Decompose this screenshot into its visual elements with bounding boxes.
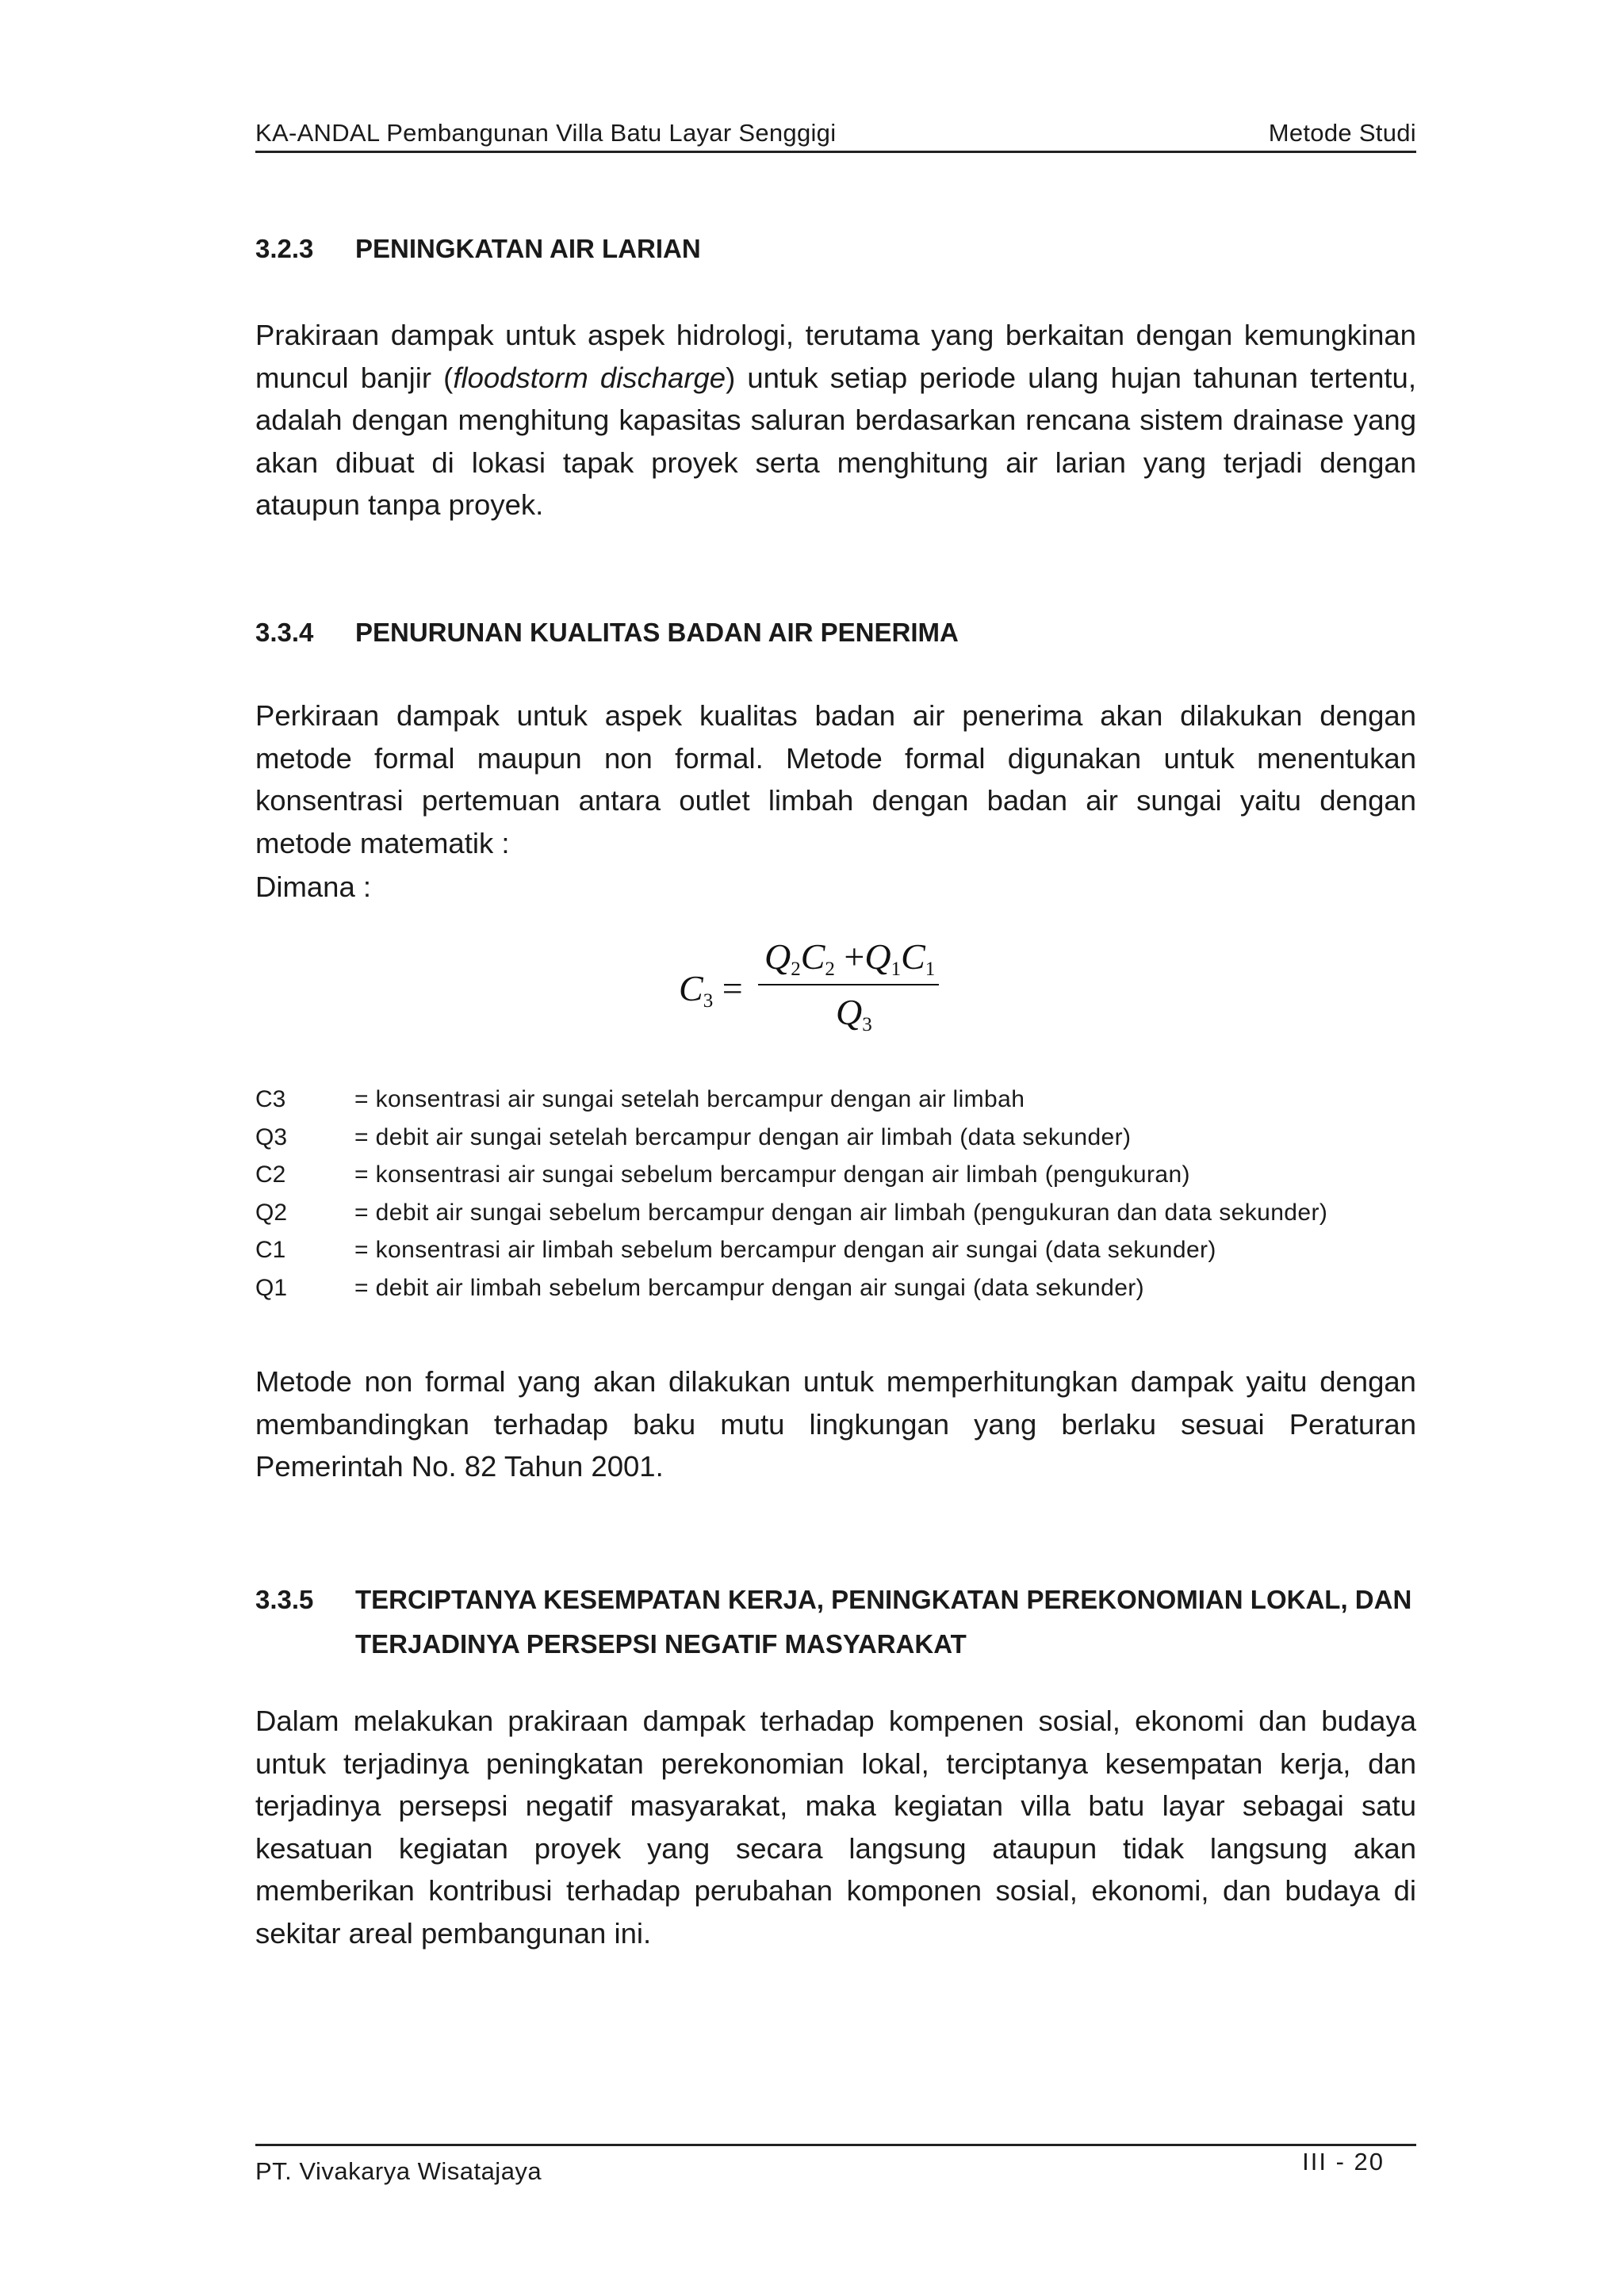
definition-row bbox=[255, 1195, 1416, 1233]
variable-definitions bbox=[255, 1081, 1416, 1307]
header-document-title: KA-ANDAL Pembangunan Villa Batu Layar Senggigi bbox=[255, 119, 837, 147]
section-title: PENINGKATAN AIR LARIAN bbox=[355, 234, 701, 263]
definition-symbol: C1 bbox=[255, 1237, 286, 1263]
definition-text: = konsentrasi air sungai sebelum bercampur dengan air limbah (pengukuran) bbox=[354, 1161, 1190, 1188]
formula-numerator: $Q_2C_2 +Q_1C_1$ bbox=[764, 936, 936, 980]
section-3-3-4-paragraph-2: Metode non formal yang akan dilakukan untuk memperhitungkan dampak yaitu dengan membandingkan terhadap baku mutu lingkungan yang berlaku sesuai Peraturan Pemerintah No. 82 Tahun 2001. bbox=[255, 1365, 1416, 1483]
definition-row bbox=[255, 1270, 1416, 1308]
section-title: PENURUNAN KUALITAS BADAN AIR PENERIMA bbox=[355, 618, 959, 647]
definition-row bbox=[255, 1119, 1416, 1158]
section-3-3-4-paragraph: Perkiraan dampak untuk aspek kualitas badan air penerima akan dilakukan dengan metode formal maupun non formal. Metode formal digunakan untuk menentukan konsentrasi pertemuan antara outlet limbah dengan badan air sungai yaitu dengan metode matematik : bbox=[255, 699, 1416, 859]
definition-symbol: C2 bbox=[255, 1161, 286, 1188]
fraction-bar bbox=[758, 984, 939, 985]
footer-company: PT. Vivakarya Wisatajaya bbox=[255, 2157, 542, 2185]
definition-symbol: C3 bbox=[255, 1086, 286, 1112]
section-number: 3.3.5 bbox=[255, 1585, 314, 1614]
formula-denominator: $Q_3$ bbox=[836, 992, 872, 1035]
definition-text: = konsentrasi air sungai setelah bercampur dengan air limbah bbox=[354, 1086, 1025, 1112]
formula-lhs: $C_3$ = bbox=[679, 968, 743, 1012]
definition-symbol: Q3 bbox=[255, 1123, 288, 1150]
mixing-formula bbox=[679, 936, 964, 1066]
definition-text: = debit air sungai setelah bercampur dengan air limbah (data sekunder) bbox=[354, 1123, 1132, 1150]
paragraph-text: Prakiraan dampak untuk aspek hidrologi, terutama yang berkaitan dengan kemungkinan muncul banjir ( bbox=[255, 319, 1416, 394]
section-title-line-2: TERJADINYA PERSEPSI NEGATIF MASYARAKAT bbox=[355, 1629, 967, 1659]
definition-symbol: Q2 bbox=[255, 1199, 288, 1226]
section-number: 3.2.3 bbox=[255, 234, 314, 263]
definition-text: = debit air sungai sebelum bercampur dengan air limbah (pengukuran dan data sekunder) bbox=[354, 1199, 1328, 1226]
page-footer bbox=[255, 2144, 1416, 2197]
section-3-2-3-paragraph bbox=[255, 314, 1416, 526]
paragraph-italic-term: floodstorm discharge bbox=[453, 361, 726, 394]
definition-text: = debit air limbah sebelum bercampur dengan air sungai (data sekunder) bbox=[354, 1274, 1145, 1301]
page-number: III - 20 bbox=[1302, 2148, 1385, 2175]
definition-row bbox=[255, 1081, 1416, 1119]
section-3-3-5-paragraph: Dalam melakukan prakiraan dampak terhadap kompenen sosial, ekonomi dan budaya untuk terjadinya peningkatan perekonomian lokal, terciptanya kesempatan kerja, dan terjadinya persepsi negatif masyarakat, maka kegiatan villa batu layar sebagai satu kesatuan kegiatan proyek yang secara langsung ataupun tidak langsung akan memberikan kontribusi terhadap perubahan komponen sosial, ekonomi, dan budaya di sekitar areal pembangunan ini. bbox=[255, 1705, 1416, 1950]
page-header bbox=[255, 116, 1416, 153]
header-chapter-title: Metode Studi bbox=[1268, 119, 1416, 147]
definition-row bbox=[255, 1157, 1416, 1195]
section-title-line-1: TERCIPTANYA KESEMPATAN KERJA, PENINGKATAN PEREKONOMIAN LOKAL, DAN bbox=[355, 1585, 1412, 1614]
definition-symbol: Q1 bbox=[255, 1274, 288, 1301]
definition-row bbox=[255, 1232, 1416, 1270]
paragraph-text: ) untuk setiap periode ulang hujan tahunan tertentu, adalah dengan menghitung kapasitas saluran berdasarkan rencana sistem drainase yang akan dibuat di lokasi tapak proyek serta menghitung air larian yang terjadi dengan ataupun tanpa proyek. bbox=[255, 361, 1416, 521]
definition-text: = konsentrasi air limbah sebelum bercampur dengan air sungai (data sekunder) bbox=[354, 1237, 1216, 1263]
dimana-label: Dimana : bbox=[255, 871, 372, 903]
section-number: 3.3.4 bbox=[255, 618, 314, 647]
